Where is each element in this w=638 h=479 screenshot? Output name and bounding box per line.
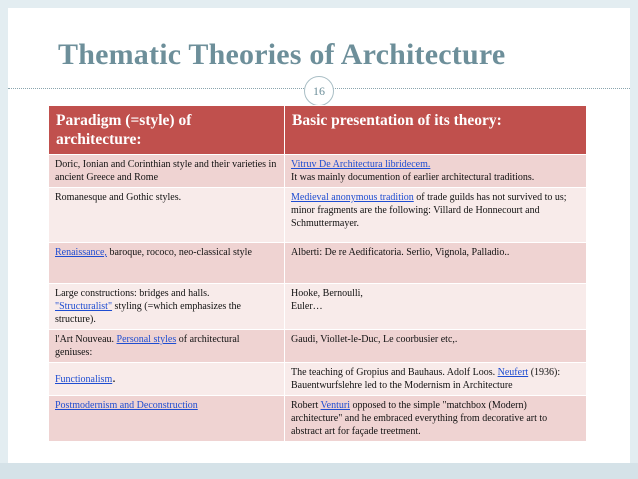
cell-text: Large constructions: bridges and halls. — [55, 288, 210, 299]
table-header-row — [49, 106, 587, 155]
table-row — [49, 243, 587, 284]
cell-text: Hooke, Bernoulli, — [291, 288, 363, 299]
cell-text: It was mainly documention of earlier architectural traditions. — [291, 172, 535, 183]
cell-text: The teaching of Gropius and Bauhaus. Adolf Loos. — [291, 367, 498, 378]
cell-text: styling (=which emphasizes the structure). — [55, 301, 241, 325]
table-row — [49, 396, 587, 442]
medieval-tradition-link[interactable]: Medieval anonymous tradition — [291, 192, 414, 203]
structuralist-link[interactable]: "Structuralist" — [55, 301, 113, 312]
vitruv-link[interactable]: Vitruv De Architectura libridecem. — [291, 159, 431, 170]
cell-text: Doric, Ionian and Corinthian style and their varieties in ancient Greece and Rome — [55, 159, 277, 183]
theory-cell — [285, 396, 587, 442]
paradigm-cell — [49, 396, 285, 442]
venturi-link[interactable]: Venturi — [320, 400, 350, 411]
renaissance-link[interactable]: Renaissance, — [55, 247, 107, 258]
cell-text: of architectural geniuses: — [55, 334, 240, 358]
cell-text: . — [112, 371, 116, 386]
theory-cell — [285, 188, 587, 243]
postmodernism-link[interactable]: Postmodernism and Deconstruction — [55, 400, 198, 411]
theory-cell — [285, 363, 587, 396]
paradigm-cell — [49, 243, 285, 284]
frame-left — [0, 0, 8, 479]
paradigm-cell — [49, 188, 285, 243]
frame-right — [630, 0, 638, 479]
cell-text: Alberti: De re Aedificatoria. Serlio, Vignola, Palladio.. — [291, 247, 510, 258]
paradigm-cell — [49, 284, 285, 330]
cell-text: of trade guilds has not survived to us; minor fragments are the following: Villard de Honnecourt and Schmuttermayer. — [291, 192, 567, 229]
functionalism-link[interactable]: Functionalism — [55, 374, 113, 385]
slide-title: Thematic Theories of Architecture — [58, 38, 506, 71]
header-paradigm: Paradigm (=style) of architecture: — [49, 106, 285, 155]
cell-text: opposed to the simple "matchbox (Modern) architecture" and he embraced everything from decorative art to abstract art for façade treetment. — [291, 400, 548, 437]
paradigm-cell — [49, 363, 285, 396]
theory-cell — [285, 330, 587, 363]
table-row — [49, 284, 587, 330]
cell-text: (1936): Bauentwurfslehre led to the Modernism in Architecture — [291, 367, 561, 391]
paradigm-cell — [49, 155, 285, 188]
neufert-link[interactable]: Neufert — [497, 367, 529, 378]
personal-styles-link[interactable]: Personal styles — [116, 334, 177, 345]
frame-top — [0, 0, 638, 8]
frame-bottom — [0, 463, 638, 479]
slide-number: 16 — [304, 76, 334, 106]
cell-text: baroque, rococo, neo-classical style — [106, 247, 252, 258]
theory-table — [48, 105, 587, 442]
table-row — [49, 363, 587, 396]
header-theory: Basic presentation of its theory: — [285, 106, 587, 155]
cell-text: Robert — [291, 400, 321, 411]
table-row — [49, 330, 587, 363]
paradigm-cell — [49, 330, 285, 363]
cell-text: Romanesque and Gothic styles. — [55, 192, 182, 203]
cell-text: Gaudi, Viollet-le-Duc, Le coorbusier etc,. — [291, 334, 458, 345]
table-row — [49, 155, 587, 188]
theory-cell — [285, 155, 587, 188]
cell-text: Euler… — [291, 301, 323, 312]
table-row — [49, 188, 587, 243]
theory-cell — [285, 243, 587, 284]
theory-cell — [285, 284, 587, 330]
cell-text: l'Art Nouveau. — [55, 334, 117, 345]
